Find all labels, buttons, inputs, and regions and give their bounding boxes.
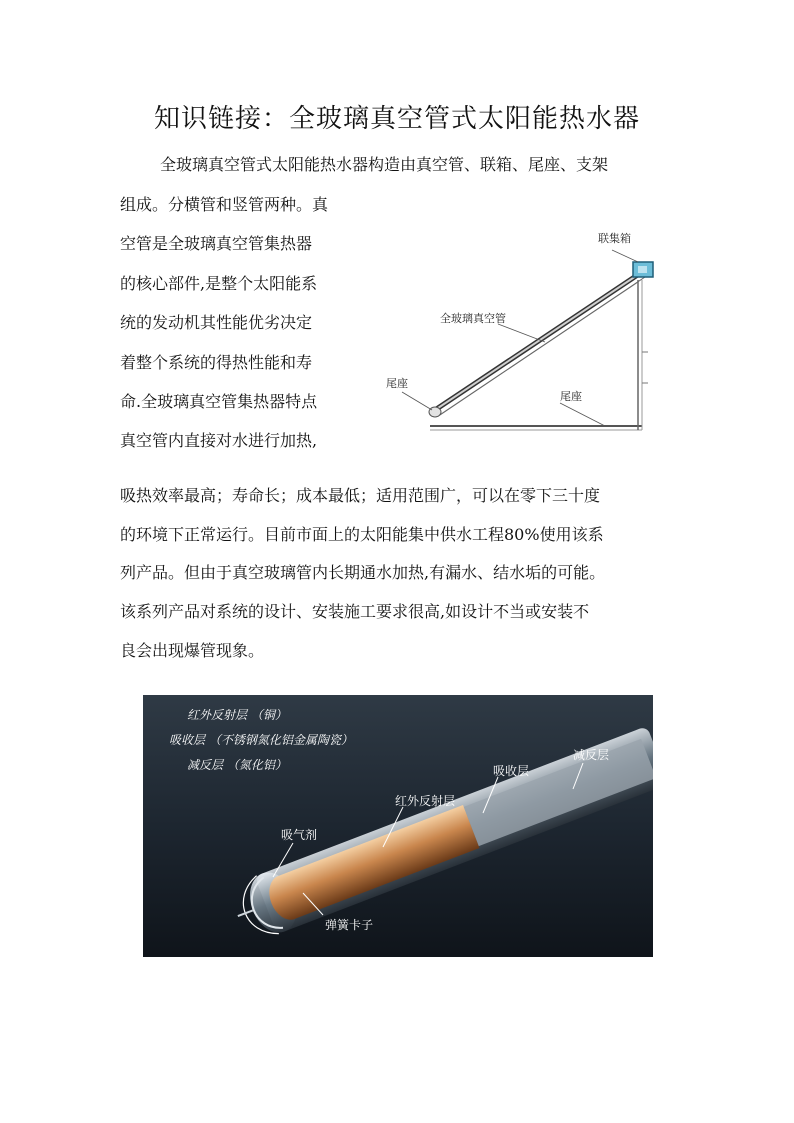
text-line: 该系列产品对系统的设计、安装施工要求很高,如设计不当或安装不 [120, 602, 590, 622]
text-line: 的核心部件,是整个太阳能系 [120, 273, 318, 293]
page-title: 知识链接：全玻璃真空管式太阳能热水器 [153, 104, 640, 134]
intro-text: 全玻璃真空管式太阳能热水器构造由真空管、联箱、尾座、支架 [160, 155, 609, 174]
text-line: 统的发动机其性能优劣决定 [120, 313, 313, 333]
text-line: 着整个系统的得热性能和寿 [120, 352, 313, 372]
text-line: 真空管内直接对水进行加热, [120, 431, 318, 451]
label-frame: 尾座 [560, 390, 582, 403]
label-getter: 吸气剂 [281, 828, 318, 842]
legend-line: 吸收层 （不锈钢氮化铝金属陶瓷） [169, 733, 353, 747]
legend-line: 减反层 （氮化铝） [187, 758, 287, 772]
label-vacuum-tube: 全玻璃真空管 [440, 312, 506, 325]
wrapped-text-column [120, 185, 365, 461]
label-tail-seat: 尾座 [386, 377, 408, 390]
text-line: 吸热效率最高；寿命长；成本最低；适用范围广，可以在零下三十度 [120, 486, 601, 505]
text-line: 的环境下正常运行。目前市面上的太阳能集中供水工程80%使用该系 [120, 524, 604, 544]
label-anti-reflect: 减反层 [573, 748, 610, 762]
label-ir-layer: 红外反射层 [395, 794, 456, 808]
solar-heater-diagram [380, 220, 680, 440]
body-paragraph [120, 477, 685, 671]
vacuum-tube-illustration [143, 695, 653, 957]
legend-line: 红外反射层 （铜） [187, 708, 287, 722]
label-absorb-layer: 吸收层 [493, 764, 530, 778]
text-line: 组成。分横管和竖管两种。真 [120, 195, 329, 214]
text-line: 良会出现爆管现象。 [120, 640, 265, 660]
intro-paragraph [120, 145, 680, 185]
text-line: 列产品。但由于真空玻璃管内长期通水加热,有漏水、结水垢的可能。 [120, 563, 606, 583]
text-line: 空管是全玻璃真空管集热器 [120, 234, 313, 254]
label-spring-clip: 弹簧卡子 [325, 918, 374, 932]
label-header: 联集箱 [598, 232, 631, 245]
text-line: 命.全玻璃真空管集热器特点 [120, 392, 318, 412]
